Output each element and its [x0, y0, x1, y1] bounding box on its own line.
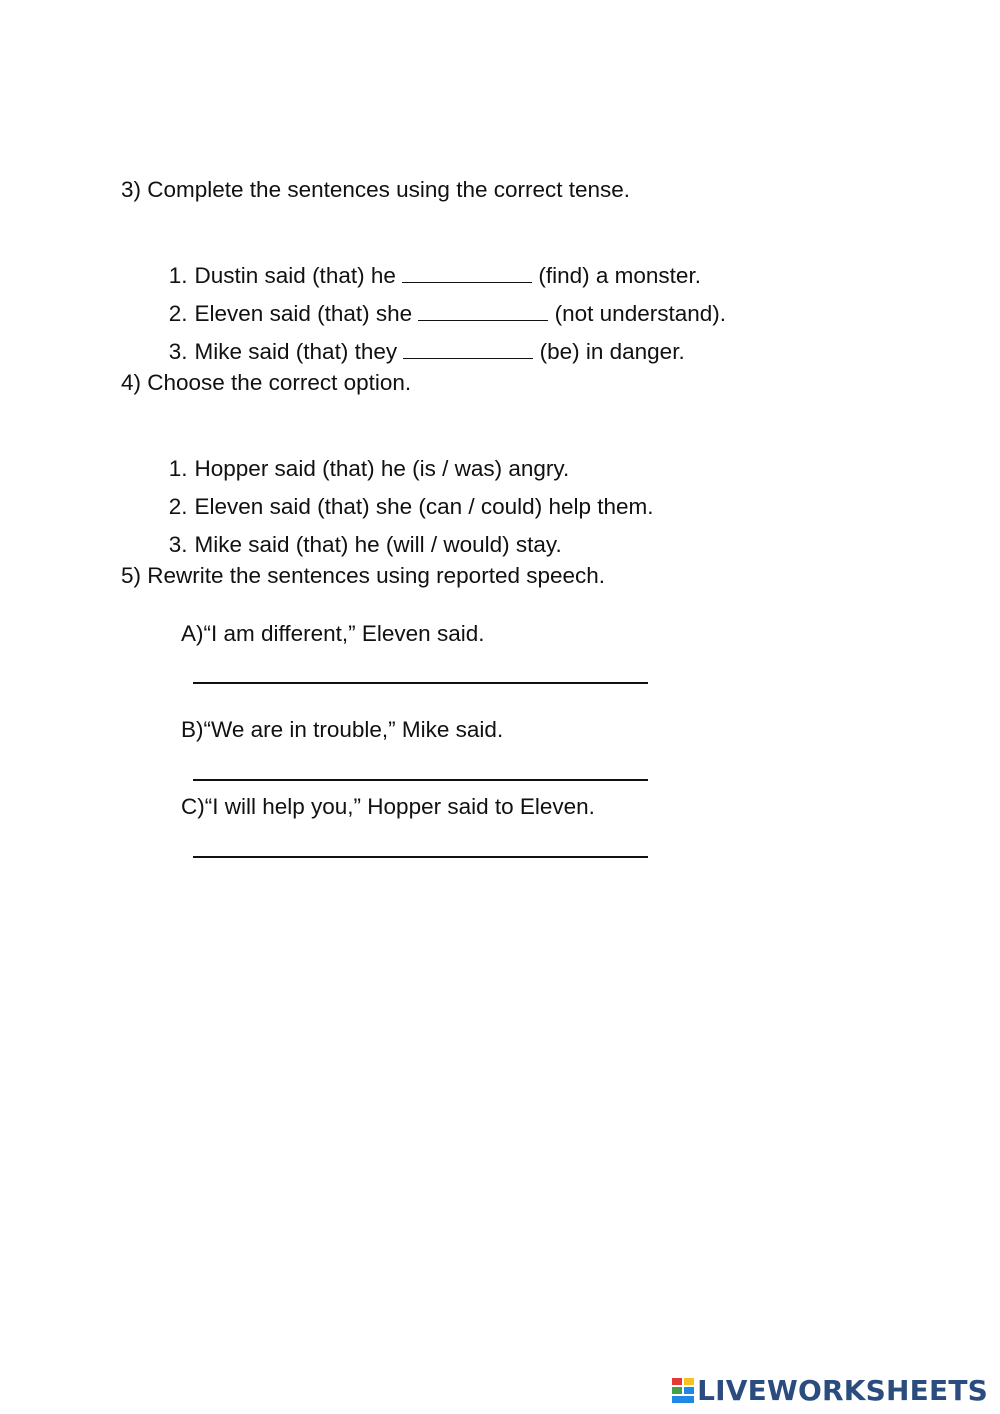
- brand-name: LIVEWORKSHEETS: [697, 1373, 988, 1407]
- section-3-heading: 3) Complete the sentences using the correct tense.: [121, 177, 631, 202]
- item-text[interactable]: Hopper said (that) he (is / was) angry.: [194, 456, 570, 481]
- item-text[interactable]: Eleven said (that) she (can / could) help them.: [194, 494, 654, 519]
- section-5-item-c: C)“I will help you,” Hopper said to Eleven.: [181, 794, 595, 819]
- section-4-item-3: [145, 503, 562, 559]
- answer-line-c[interactable]: [193, 856, 648, 858]
- item-text-before: Mike said (that) they: [194, 339, 404, 364]
- answer-line-a[interactable]: [193, 682, 648, 684]
- item-text-before: Eleven said (that) she: [194, 301, 419, 326]
- section-3-item-3: [145, 310, 685, 366]
- liveworksheets-brand: [672, 1373, 988, 1407]
- item-number: 3.: [168, 339, 188, 364]
- item-number: 2.: [168, 494, 188, 519]
- section-5-item-a: A)“I am different,” Eleven said.: [181, 621, 485, 646]
- item-text[interactable]: Mike said (that) he (will / would) stay.: [194, 532, 562, 557]
- item-text-after: (be) in danger.: [533, 339, 685, 364]
- item-number: 2.: [168, 301, 188, 326]
- item-number: 1.: [168, 456, 188, 481]
- answer-blank[interactable]: [403, 338, 533, 359]
- section-5-item-b: B)“We are in trouble,” Mike said.: [181, 717, 504, 742]
- answer-line-b[interactable]: [193, 779, 648, 781]
- section-5-heading: 5) Rewrite the sentences using reported speech.: [121, 563, 606, 588]
- item-text-before: Dustin said (that) he: [194, 263, 403, 288]
- item-text-after: (find) a monster.: [532, 263, 701, 288]
- item-number: 1.: [168, 263, 188, 288]
- section-4-heading: 4) Choose the correct option.: [121, 370, 412, 395]
- item-number: 3.: [168, 532, 188, 557]
- item-text-after: (not understand).: [548, 301, 726, 326]
- liveworksheets-logo-icon: [672, 1376, 694, 1404]
